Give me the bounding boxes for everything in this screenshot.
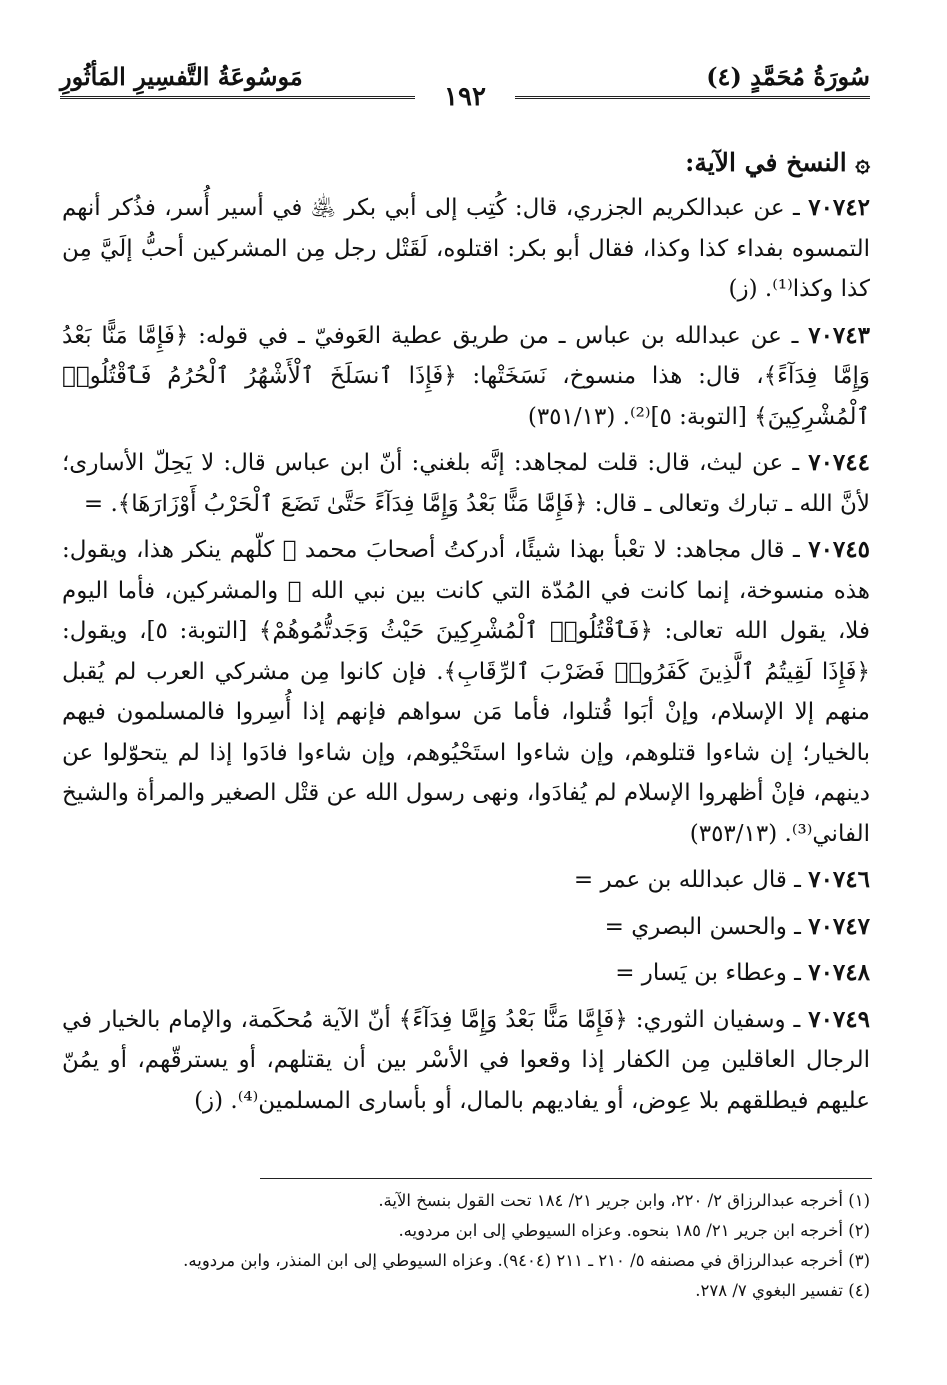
- entry-number: ٧٠٧٤٢: [808, 194, 870, 221]
- footnotes: [62, 1186, 870, 1306]
- entry-text: ـ عن عبدالله بن عباس ـ من طريق عطية العَوفيّ ـ في قوله: ﴿فَإِمَّا مَنًّا بَعْدُ وَإِمَّا فِدَآءً﴾، قال: هذا منسوخ، نَسَخَتْها: ﴿فَإِذَا ٱنسَلَخَ ٱلْأَشْهُرُ ٱلْحُرُمُ فَٱقْتُلُوا۟ ٱلْمُشْرِكِينَ﴾ [التوبة: ٥]⁽²⁾. (٣٥١/١٣): [62, 322, 870, 430]
- entry-text: ـ وسفيان الثوري: ﴿فَإِمَّا مَنًّا بَعْدُ وَإِمَّا فِدَآءً﴾ أنّ الآية مُحكَمة، والإمام بالخيار في الرجال العاقلين مِن الكفار إذا وقعوا في الأسْر بين أن يقتلهم، أو يسترقّهم، أو يمُنّ عليهم فيطلقهم بلا عِوض، أو يفاديهم بالمال، أو بأسارى المسلمين⁽⁴⁾. (ز): [62, 1006, 870, 1114]
- entry-text: ـ عن عبدالكريم الجزري، قال: كُتِب إلى أبي بكر ﵁ في أسير أُسر، فذُكر أنهم التمسوه بفداء كذا وكذا، فقال أبو بكر: اقتلوه، لَقَتْل رجل مِن المشركين أحبُّ إلَيَّ مِن كذا وكذا⁽¹⁾. (ز): [62, 195, 870, 302]
- header-rule-right: [515, 96, 870, 99]
- entry: [62, 530, 870, 854]
- entry: [62, 1000, 870, 1122]
- entry-text: ـ قال مجاهد: لا تعْبأ بهذا شيئًا، أدركتُ أصحابَ محمد ﷺ كلّهم ينكر هذا، ويقول: هذه منسوخة، إنما كانت في المُدّة التي كانت بين نبي الله ﷺ والمشركين، فأما اليوم فلا، يقول الله تعالى: ﴿فَٱقْتُلُوا۟ ٱلْمُشْرِكِينَ حَيْثُ وَجَدتُّمُوهُمْ﴾ [التوبة: ٥]، ويقول: ﴿فَإِذَا لَقِيتُمُ ٱلَّذِينَ كَفَرُوا۟ فَضَرْبَ ٱلرِّقَابِ﴾. فإن كانوا مِن مشركي العرب لم يُقبل منهم إلا الإسلام، وإنْ أبَوا قُتلوا، فأما مَن سواهم فإنهم إذا أُسِروا فالمسلمون فيهم بالخيار؛ إن شاءوا قتلوهم، وإن شاءوا استَحْيُوهم، وإن شاءوا فادَوا إذا لم يتحوّلوا عن دينهم، فإنْ أظهروا الإسلام لم يُفادَوا، ونهى رسول الله عن قتْل الصغير والمرأة والشيخ الفاني⁽³⁾. (٣٥٣/١٣): [62, 537, 871, 847]
- entry-number: ٧٠٧٤٣: [808, 321, 870, 349]
- entry: [62, 443, 870, 524]
- section-title: ۞ النسخ في الآية:: [685, 148, 870, 177]
- footnote: (١) أخرجه عبدالرزاق ٢/ ٢٢٠، وابن جرير ٢١/ ١٨٤ تحت القول بنسخ الآية.: [378, 1191, 870, 1210]
- entry: [62, 316, 870, 438]
- entry-text: ـ وعطاء بن يَسار =: [615, 960, 809, 986]
- entry-number: ٧٠٧٤٩: [808, 1005, 870, 1033]
- entry-text: ـ والحسن البصري =: [604, 913, 809, 940]
- main-text: [62, 140, 870, 1127]
- page-number: ١٩٢: [436, 82, 494, 112]
- footnote: (٣) أخرجه عبدالرزاق في مصنفه ٥/ ٢١٠ ـ ٢١١ (٩٤٠٤). وعزاه السيوطي إلى ابن المنذر، وابن مردويه.: [183, 1251, 870, 1270]
- entry-number: ٧٠٧٤٧: [808, 912, 870, 940]
- footnote: (٤) تفسير البغوي ٧/ ٢٧٨.: [695, 1281, 870, 1300]
- entry-text: ـ عن ليث، قال: قلت لمجاهد: إنَّه بلغني: أنّ ابن عباس قال: لا يَحِلّ الأسارى؛ لأنَّ الله ـ تبارك وتعالى ـ قال: ﴿فَإِمَّا مَنًّا بَعْدُ وَإِمَّا فِدَآءً حَتَّىٰ تَضَعَ ٱلْحَرْبُ أَوْزَارَهَا﴾. =: [62, 450, 870, 517]
- entry-number: ٧٠٧٤٤: [808, 449, 870, 476]
- entry: [62, 860, 870, 901]
- entry-text: ـ قال عبدالله بن عمر =: [573, 867, 809, 893]
- header-rule-left: [60, 96, 415, 99]
- entry-number: ٧٠٧٤٦: [808, 866, 870, 893]
- entry-number: ٧٠٧٤٨: [808, 959, 870, 986]
- entry: [62, 953, 870, 994]
- footnote-divider: [260, 1178, 872, 1179]
- page-header: [60, 62, 870, 112]
- book-title: مَوسُوعَةُ التَّفسِيرِ المَأثُورِ: [60, 62, 303, 91]
- entry: [62, 188, 870, 310]
- footnote: (٢) أخرجه ابن جرير ٢١/ ١٨٥ بنحوه. وعزاه السيوطي إلى ابن مردويه.: [398, 1221, 870, 1240]
- entry-number: ٧٠٧٤٥: [808, 536, 870, 563]
- entry: [62, 907, 870, 948]
- surah-title: سُورَةُ مُحَمَّدٍ (٤): [706, 62, 870, 91]
